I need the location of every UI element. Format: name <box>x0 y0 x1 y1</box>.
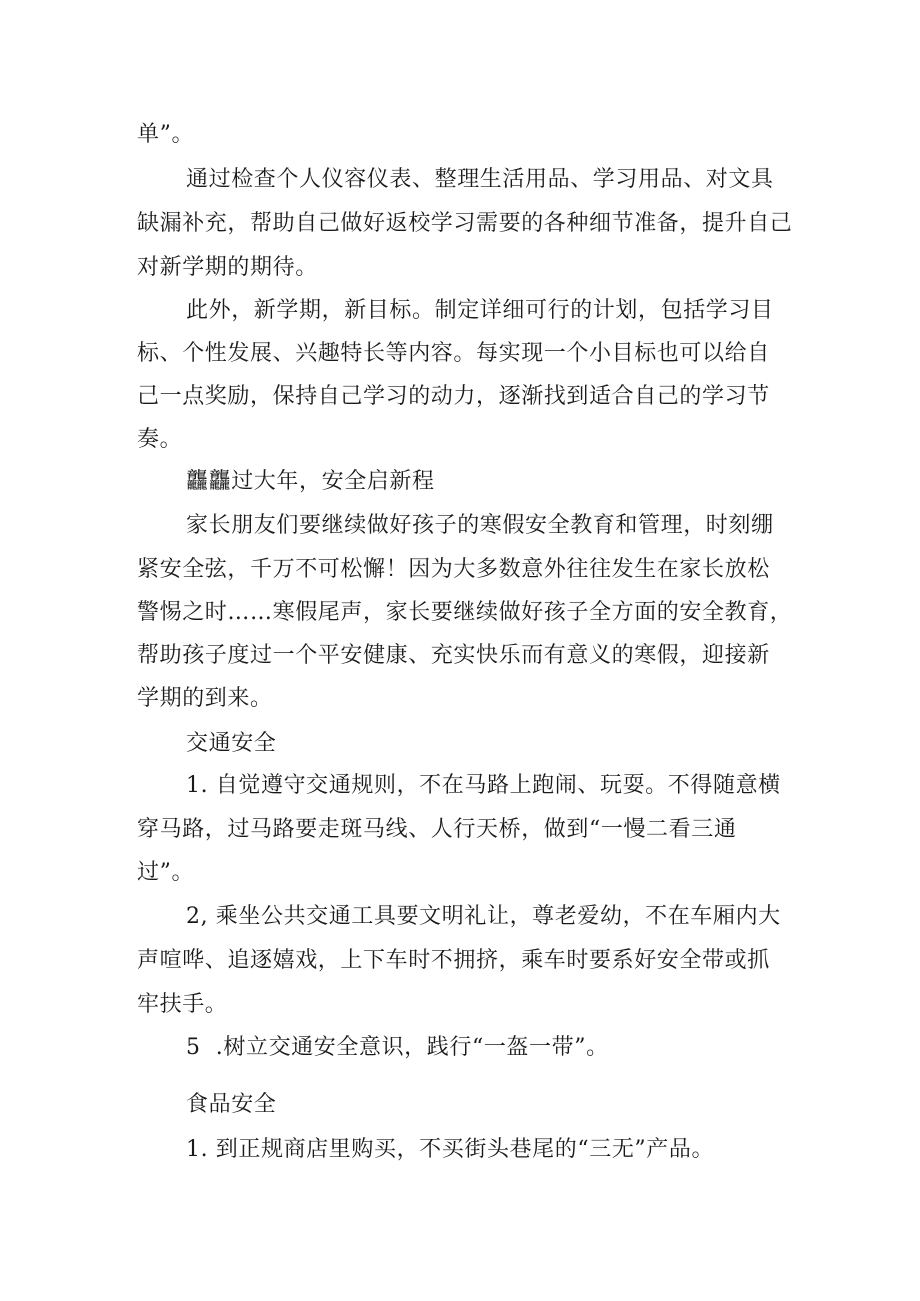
paragraph-goal-line: 己一点奖励，保持自己学习的动力，逐渐找到适合自己的学习节 <box>137 384 770 409</box>
paragraph-parents-line: 家长朋友们要继续做好孩子的寒假安全教育和管理，时刻绷 <box>186 513 774 538</box>
paragraph-parents-line: 紧安全弦，千万不可松懈！因为大多数意外往往发生在家长放松 <box>137 557 770 582</box>
paragraph-goal-line: 此外，新学期，新目标。制定详细可行的计划，包括学习目 <box>186 298 774 323</box>
traffic-item-1-line: 过”。 <box>137 860 195 885</box>
traffic-item-1-line: 穿马路，过马路要走斑马线、人行天桥，做到“一慢二看三通 <box>137 817 737 842</box>
paragraph-check-line: 通过检查个人仪容仪表、整理生活用品、学习用品、对文具 <box>186 167 774 192</box>
traffic-item-2-line: 牢扶手。 <box>137 992 228 1017</box>
section-heading-food: 食品安全 <box>186 1092 277 1117</box>
traffic-item-2-line: 2, 乘坐公共交通工具要文明礼让，尊老爱幼，不在车厢内大 <box>186 904 781 929</box>
paragraph-continuation-line: 单”。 <box>137 122 195 147</box>
paragraph-parents-line: 帮助孩子度过一个平安健康、充实快乐而有意义的寒假，迎接新 <box>137 643 770 668</box>
paragraph-goal-line: 标、个性发展、兴趣特长等内容。每实现一个小目标也可以给自 <box>137 341 770 366</box>
paragraph-check-line: 对新学期的期待。 <box>137 255 318 280</box>
paragraph-parents-line: 学期的到来。 <box>137 686 273 711</box>
paragraph-parents-line: 警惕之时……寒假尾声，家长要继续做好孩子全方面的安全教育， <box>137 600 793 625</box>
traffic-item-1-line: 1. 自觉遵守交通规则，不在马路上跑闹、玩耍。不得随意横 <box>186 773 781 798</box>
paragraph-goal-line: 奏。 <box>137 427 183 452</box>
traffic-item-5-line: 5 .树立交通安全意识，践行“一盔一带”。 <box>186 1035 609 1060</box>
section-heading-safety: 龘龘过大年，安全启新程 <box>186 469 435 494</box>
section-heading-traffic: 交通安全 <box>186 731 277 756</box>
food-item-1-line: 1. 到正规商店里购买，不买街头巷尾的“三无”产品。 <box>186 1137 715 1162</box>
paragraph-check-line: 缺漏补充，帮助自己做好返校学习需要的各种细节准备，提升自己 <box>137 211 793 236</box>
traffic-item-2-line: 声喧哗、追逐嬉戏，上下车时不拥挤，乘车时要系好安全带或抓 <box>137 948 770 973</box>
